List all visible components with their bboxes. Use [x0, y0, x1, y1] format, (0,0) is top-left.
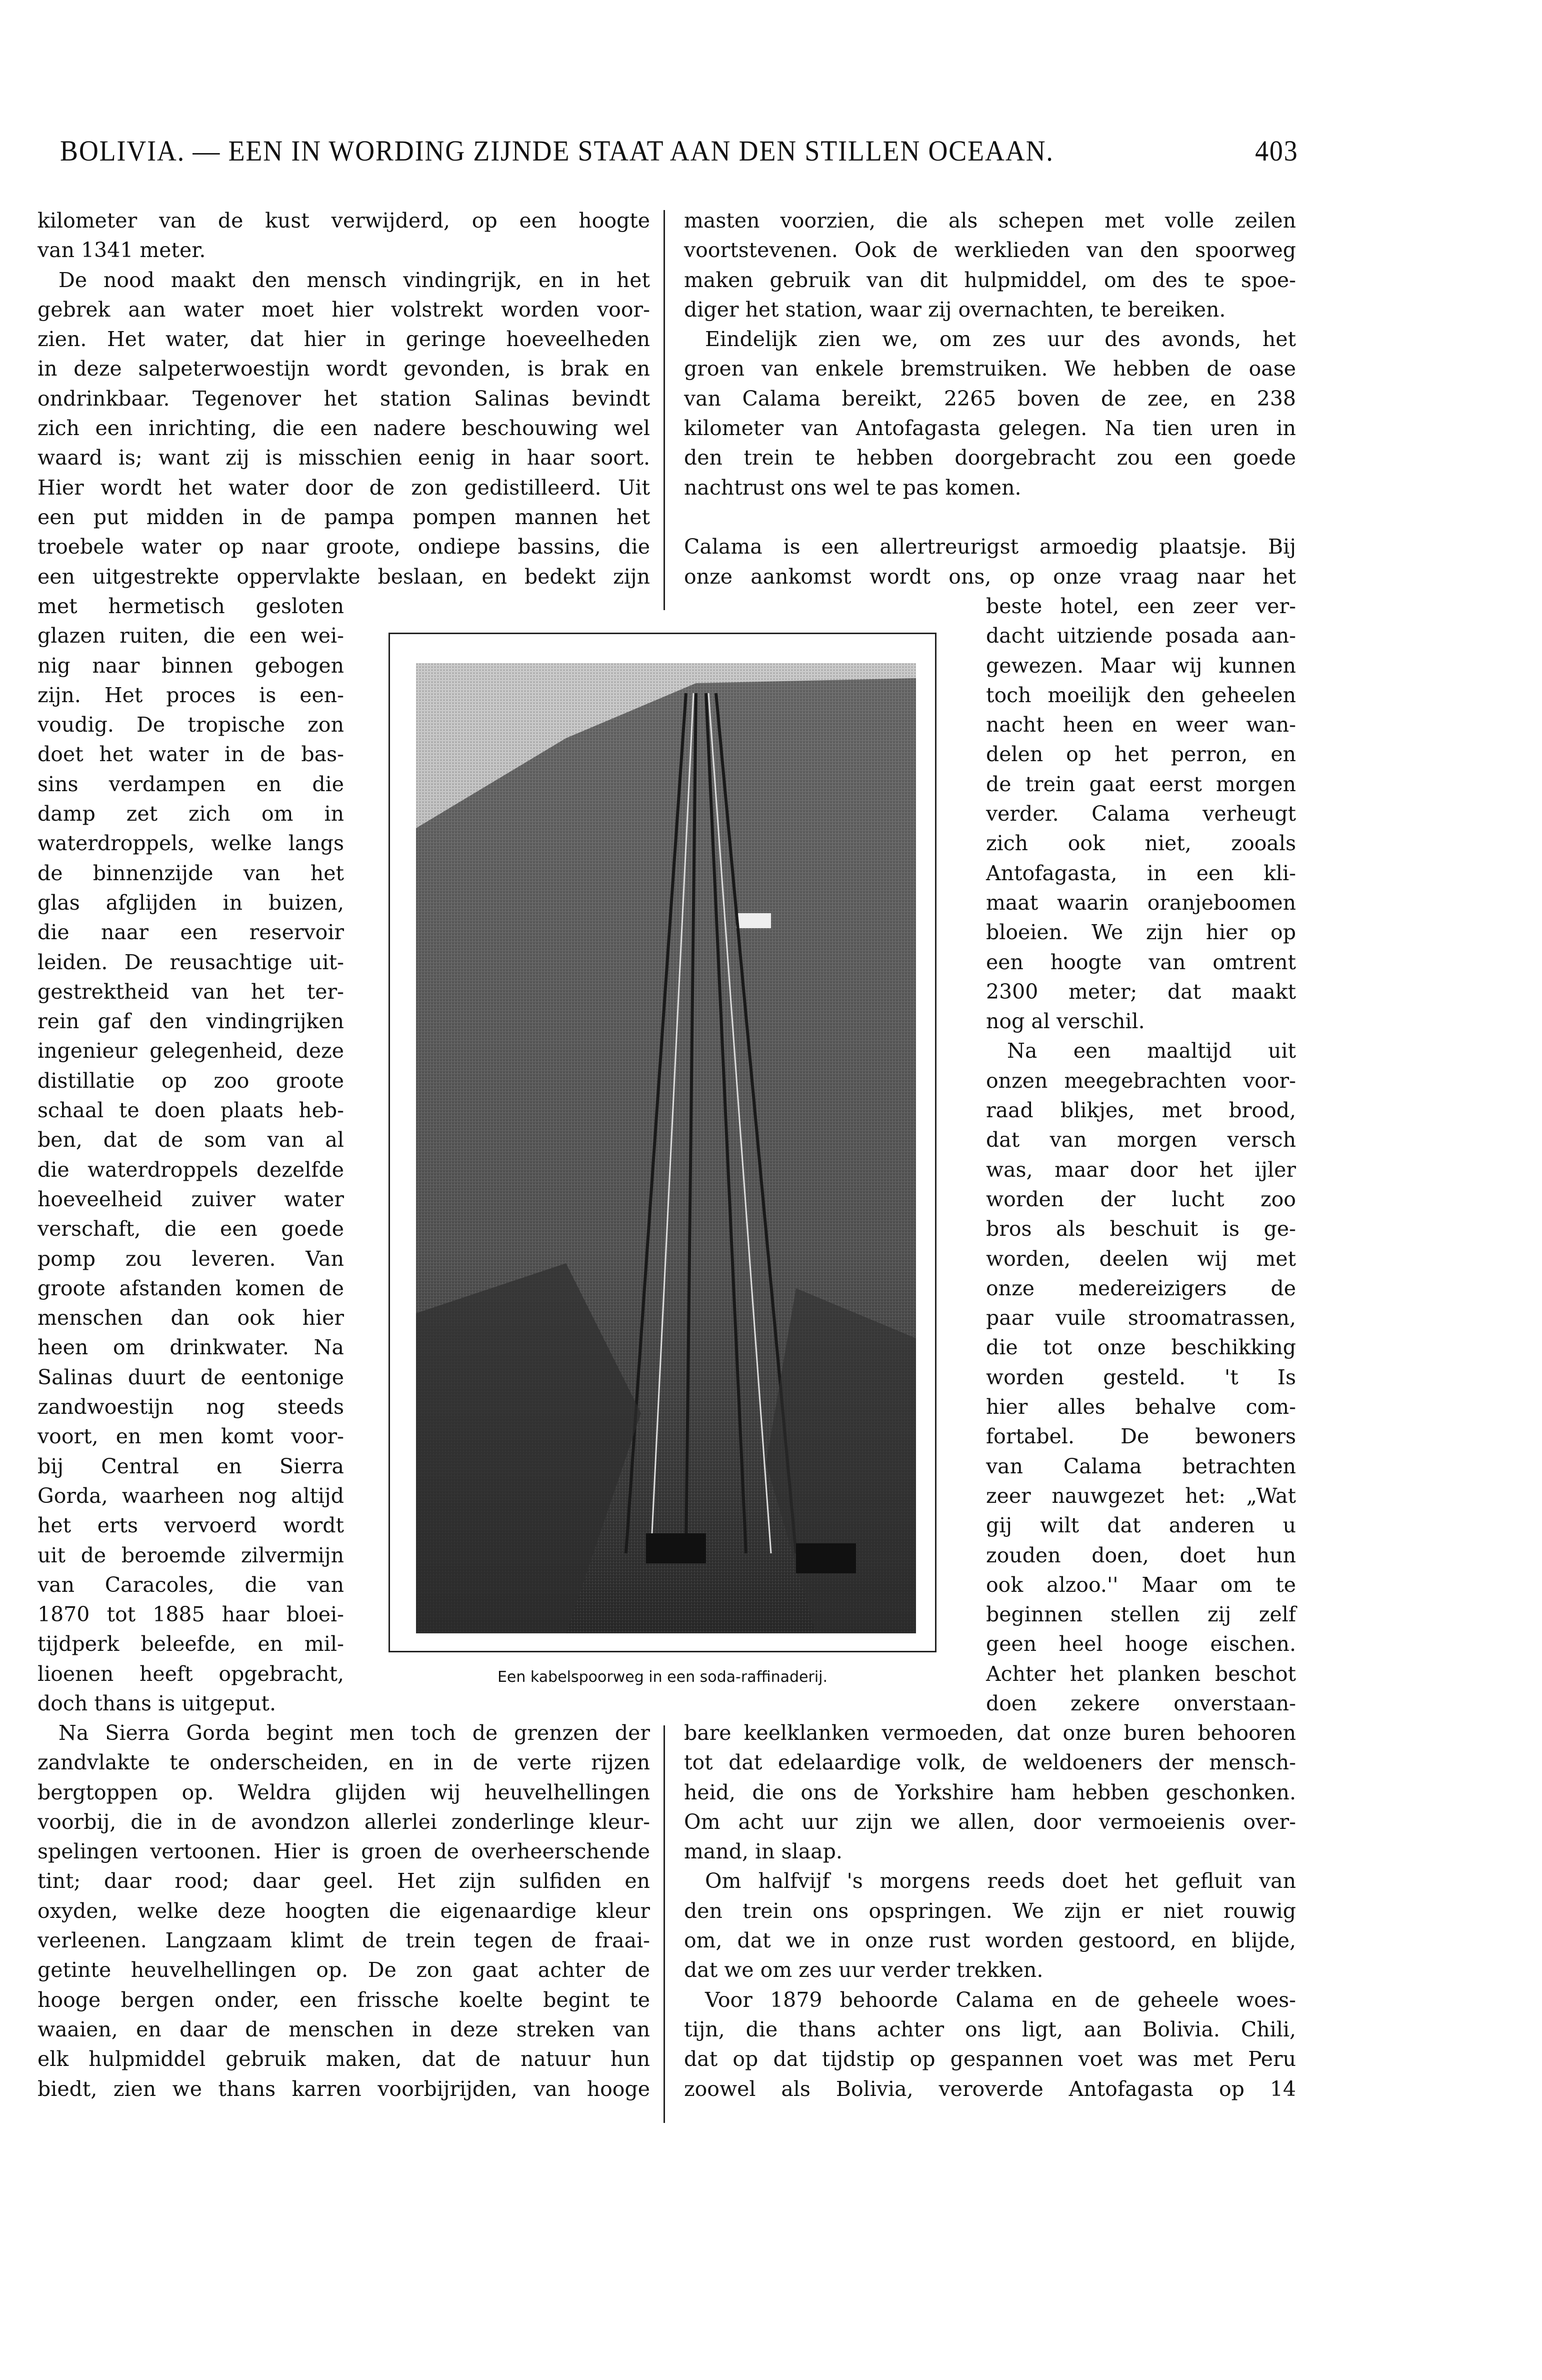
text-line: van Caracoles, die van	[38, 1572, 344, 1597]
text-line: toch moeilijk den geheelen	[986, 683, 1296, 707]
left-column-top	[38, 206, 650, 592]
station-building	[736, 913, 771, 928]
text-line: zeer nauwgezet het: „Wat	[986, 1483, 1296, 1508]
text-line: groote afstanden komen de	[38, 1276, 344, 1300]
text-line: fortabel. De bewoners	[986, 1424, 1296, 1449]
running-header	[60, 134, 1298, 174]
text-line: onze aankomst wordt ons, op onze vraag naar het	[684, 564, 1296, 589]
page-number: 403	[1255, 135, 1298, 167]
text-line: kilometer van Antofagasta gelegen. Na tien uren in	[684, 416, 1296, 441]
text-line: glas afglijden in buizen,	[38, 890, 344, 915]
text-line: die tot onze beschikking	[986, 1335, 1296, 1360]
text-line: die waterdroppels dezelfde	[38, 1157, 344, 1182]
text-line	[684, 503, 1296, 532]
text-line: Eindelijk zien we, om zes uur des avonds, het	[705, 327, 1296, 352]
right-column-wrap	[986, 592, 1296, 1718]
text-line: masten voorzien, die als schepen met volle zeilen	[684, 209, 1296, 233]
right-column-top	[684, 206, 1296, 592]
text-line: leiden. De reusachtige uit-	[38, 950, 344, 974]
text-line: delen op het perron, en	[986, 742, 1296, 767]
text-line: Om halfvijf 's morgens reeds doet het gefluit van	[705, 1869, 1296, 1893]
text-line: bare keelklanken vermoeden, dat onze buren behooren	[684, 1721, 1296, 1745]
ore-cart	[646, 1533, 706, 1563]
text-line: zijn. Het proces is een-	[38, 683, 344, 707]
text-line: kilometer van de kust verwijderd, op een hoogte	[38, 209, 650, 233]
text-line: 2300 meter; dat maakt	[986, 979, 1296, 1004]
text-line: pomp zou leveren. Van	[38, 1246, 344, 1271]
text-line: voudig. De tropische zon	[38, 713, 344, 737]
text-line: gestrektheid van het ter-	[38, 979, 344, 1004]
text-line: was, maar door het ijler	[986, 1157, 1296, 1182]
text-line: om, dat we in onze rust worden gestoord, en blijde,	[684, 1928, 1296, 1953]
text-line: gebrek aan water moet hier volstrekt worden voor-	[38, 297, 650, 322]
text-line: een hoogte van omtrent	[986, 950, 1296, 974]
text-line: worden gesteld. 't Is	[986, 1365, 1296, 1389]
text-line: 1870 tot 1885 haar bloei-	[38, 1602, 344, 1627]
text-line: Calama is een allertreurigst armoedig plaatsje. Bij	[684, 535, 1296, 559]
text-line: Na een maaltijd uit	[1007, 1039, 1296, 1063]
text-line: onzen meegebrachten voor-	[986, 1068, 1296, 1093]
text-line: maat waarin oranjeboomen	[986, 890, 1296, 915]
text-line: Voor 1879 behoorde Calama en de geheele woes-	[705, 1987, 1296, 2012]
text-line: zoowel als Bolivia, veroverde Antofagasta op 14	[684, 2076, 1296, 2101]
text-line: menschen dan ook hier	[38, 1306, 344, 1330]
text-line: oxyden, welke deze hoogten die eigenaardige kleur	[38, 1898, 650, 1923]
text-line: onze medereizigers de	[986, 1276, 1296, 1300]
text-line: rein gaf den vindingrijken	[38, 1009, 344, 1034]
text-line: glazen ruiten, die een wei-	[38, 624, 344, 648]
text-line: gij wilt dat anderen u	[986, 1513, 1296, 1538]
text-line: Antofagasta, in een kli-	[986, 861, 1296, 885]
text-line: doch thans is uitgeput.	[38, 1691, 276, 1715]
left-column-bottom	[38, 1718, 650, 2104]
text-line: tijn, die thans achter ons ligt, aan Bolivia. Chili,	[684, 2017, 1296, 2041]
text-line: maken gebruik van dit hulpmiddel, om des te spoe-	[684, 268, 1296, 292]
text-line: hoeveelheid zuiver water	[38, 1187, 344, 1211]
text-line: beste hotel, een zeer ver-	[986, 594, 1296, 618]
text-line: voorbij, die in de avondzon allerlei zonderlinge kleur-	[38, 1809, 650, 1834]
text-line: den trein ons opspringen. We zijn er niet rouwig	[684, 1898, 1296, 1923]
column-divider	[664, 210, 665, 610]
text-line: nachtrust ons wel te pas komen.	[684, 475, 1022, 500]
text-line: heen om drinkwater. Na	[38, 1335, 344, 1360]
text-line: die naar een reservoir	[38, 920, 344, 945]
text-line: verschaft, die een goede	[38, 1217, 344, 1241]
text-line: troebele water op naar groote, ondiepe bassins, die	[38, 535, 650, 559]
text-line: Salinas duurt de eentonige	[38, 1365, 344, 1389]
text-line: bros als beschuit is ge-	[986, 1217, 1296, 1241]
text-line: Gorda, waarheen nog altijd	[38, 1483, 344, 1508]
text-line: bij Central en Sierra	[38, 1454, 344, 1478]
text-line: verleenen. Langzaam klimt de trein tegen de fraai-	[38, 1928, 650, 1953]
text-line: geen heel hooge eischen.	[986, 1632, 1296, 1656]
text-line: biedt, zien we thans karren voorbijrijden, van hooge	[38, 2076, 650, 2101]
text-line: het erts vervoerd wordt	[38, 1513, 344, 1538]
text-line: paar vuile stroomatrassen,	[986, 1306, 1296, 1330]
text-line: zandvlakte te onderscheiden, en in de verte rijzen	[38, 1750, 650, 1775]
text-line: waard is; want zij is misschien eenig in haar soort.	[38, 446, 650, 470]
text-line: bloeien. We zijn hier op	[986, 920, 1296, 945]
text-line: van Calama betrachten	[986, 1454, 1296, 1478]
text-line: Achter het planken beschot	[986, 1661, 1296, 1686]
text-line: hooge bergen onder, een frissche koelte begint te	[38, 1987, 650, 2012]
column-divider	[664, 1725, 665, 2123]
text-line: dat op dat tijdstip op gespannen voet was met Peru	[684, 2047, 1296, 2071]
text-line: zandwoestijn nog steeds	[38, 1395, 344, 1419]
text-line: mand, in slaap.	[684, 1839, 842, 1864]
text-line: distillatie op zoo groote	[38, 1068, 344, 1093]
text-line: lioenen heeft opgebracht,	[38, 1661, 344, 1686]
text-line: worden, deelen wij met	[986, 1246, 1296, 1271]
figure-frame	[388, 633, 936, 1652]
text-line: De nood maakt den mensch vindingrijk, en in het	[58, 268, 650, 292]
text-line: ben, dat de som van al	[38, 1128, 344, 1152]
text-line: elk hulpmiddel gebruik maken, dat de natuur hun	[38, 2047, 650, 2071]
text-line: heid, die ons de Yorkshire ham hebben geschonken.	[684, 1780, 1296, 1804]
text-line: beginnen stellen zij zelf	[986, 1602, 1296, 1627]
text-line: tijdperk beleefde, en mil-	[38, 1632, 344, 1656]
text-line: voortstevenen. Ook de werklieden van den spoorweg	[684, 238, 1296, 263]
text-line: een uitgestrekte oppervlakte beslaan, en bedekt zijn	[38, 564, 650, 589]
text-line: worden der lucht zoo	[986, 1187, 1296, 1211]
ore-cart	[796, 1543, 856, 1573]
text-line: ingenieur gelegenheid, deze	[38, 1039, 344, 1063]
text-line: raad blikjes, met brood,	[986, 1098, 1296, 1123]
text-line: damp zet zich om in	[38, 802, 344, 826]
text-line: hier alles behalve com-	[986, 1395, 1296, 1419]
text-line: groen van enkele bremstruiken. We hebben de oase	[684, 357, 1296, 381]
text-line: zich een inrichting, die een nadere beschouwing wel	[38, 416, 650, 441]
text-line: nog al verschil.	[986, 1009, 1145, 1034]
text-line: van Calama bereikt, 2265 boven de zee, en 238	[684, 386, 1296, 411]
text-line: dat van morgen versch	[986, 1128, 1296, 1152]
text-line: den trein te hebben doorgebracht zou een goede	[684, 446, 1296, 470]
right-column-bottom	[684, 1718, 1296, 2104]
text-line: bergtoppen op. Weldra glijden wij heuvelhellingen	[38, 1780, 650, 1804]
text-line: sins verdampen en die	[38, 772, 344, 796]
text-line: Na Sierra Gorda begint men toch de grenzen der	[58, 1721, 650, 1745]
text-line: tint; daar rood; daar geel. Het zijn sulfiden en	[38, 1869, 650, 1893]
text-line: spelingen vertoonen. Hier is groen de overheerschende	[38, 1839, 650, 1864]
text-line: doen zekere onverstaan-	[986, 1691, 1296, 1715]
text-line: met hermetisch gesloten	[38, 594, 344, 618]
text-line: zouden doen, doet hun	[986, 1543, 1296, 1567]
text-line: dat we om zes uur verder trekken.	[684, 1958, 1044, 1982]
text-line: voort, en men komt voor-	[38, 1424, 344, 1449]
text-line: zien. Het water, dat hier in geringe hoeveelheden	[38, 327, 650, 352]
text-line: Hier wordt het water door de zon gedistilleerd. Uit	[38, 475, 650, 500]
cable-railway-photo	[416, 663, 916, 1633]
text-line: de trein gaat eerst morgen	[986, 772, 1296, 796]
text-line: dacht uitziende posada aan-	[986, 624, 1296, 648]
text-line: Om acht uur zijn we allen, door vermoeienis over-	[684, 1809, 1296, 1834]
text-line: doet het water in de bas-	[38, 742, 344, 767]
text-line: waaien, en daar de menschen in deze streken van	[38, 2017, 650, 2041]
text-line: nig naar binnen gebogen	[38, 653, 344, 678]
text-line: van 1341 meter.	[38, 238, 206, 263]
text-line: tot dat edelaardige volk, de weldoeners der mensch-	[684, 1750, 1296, 1775]
text-line: waterdroppels, welke langs	[38, 831, 344, 856]
text-line: in deze salpeterwoestijn wordt gevonden, is brak en	[38, 357, 650, 381]
figure-caption: Een kabelspoorweg in een soda-raffinaderij.	[497, 1668, 828, 1686]
text-line: gewezen. Maar wij kunnen	[986, 653, 1296, 678]
text-line: getinte heuvelhellingen op. De zon gaat achter de	[38, 1958, 650, 1982]
text-line: diger het station, waar zij overnachten, te bereiken.	[684, 297, 1226, 322]
text-line: de binnenzijde van het	[38, 861, 344, 885]
text-line: schaal te doen plaats heb-	[38, 1098, 344, 1123]
text-line: nacht heen en weer wan-	[986, 713, 1296, 737]
text-line: zich ook niet, zooals	[986, 831, 1296, 856]
text-line: ondrinkbaar. Tegenover het station Salinas bevindt	[38, 386, 650, 411]
left-column-wrap	[38, 592, 344, 1718]
text-line: uit de beroemde zilvermijn	[38, 1543, 344, 1567]
text-line: ook alzoo.'' Maar om te	[986, 1572, 1296, 1597]
text-line: een put midden in de pampa pompen mannen het	[38, 505, 650, 529]
text-line: verder. Calama verheugt	[986, 802, 1296, 826]
header-title: BOLIVIA. — EEN IN WORDING ZIJNDE STAAT AAN DEN STILLEN OCEAAN.	[60, 135, 1054, 167]
